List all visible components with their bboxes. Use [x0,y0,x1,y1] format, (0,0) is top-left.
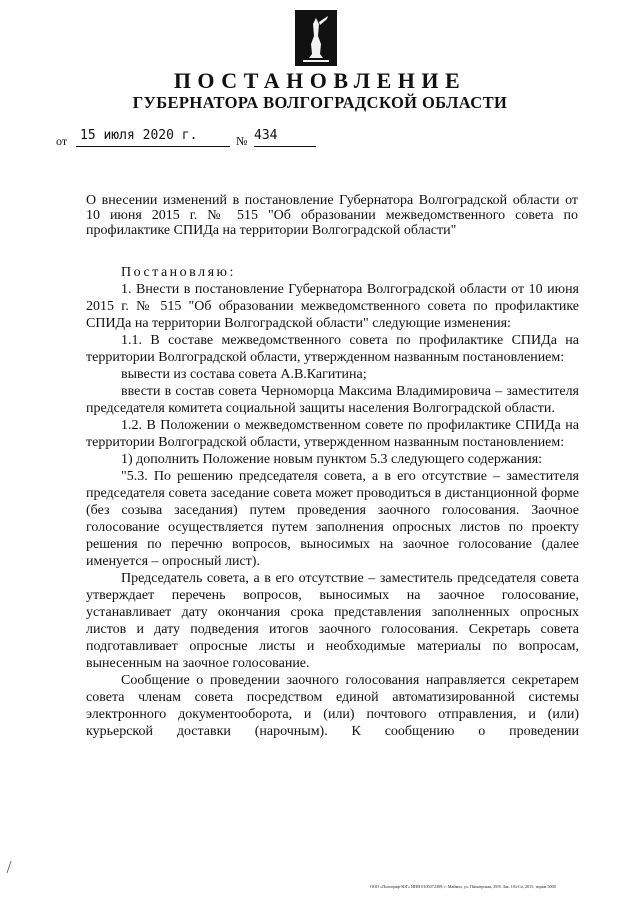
paragraph-1: 1. Внести в постановление Губернатора Волгоградской области от 10 июня 2015 г. № 515 "Об образовании межведомственного совета по профилактике СПИДа на территории Волгоградской области" следующие изменения: [86,282,579,331]
paragraph-add-member: ввести в состав совета Черноморца Максима Владимировича – заместителя председателя комитета социальной защиты населения Волгоградской области. [86,384,579,416]
document-body [86,264,579,740]
printer-footer: ООО «Полиграф-ЮГ» ИНН 0105072309; г. Майкоп, ул. Пионерская, 29/8. Зак. 10/гСп, 2015, тираж 5000 [370,884,556,889]
paragraph-add-item: 1) дополнить Положение новым пунктом 5.3 следующего содержания: [121,452,543,467]
coat-of-arms-icon [295,10,337,66]
paragraph-remove-member: вывести из состава совета А.В.Кагитина; [121,367,367,382]
paragraph-1-1: 1.1. В составе межведомственного совета по профилактике СПИДа на территории Волгоградской области, утвержденном названным постановлением: [86,333,579,365]
paragraph-1-2: 1.2. В Положении о межведомственном совете по профилактике СПИДа на территории Волгоградской области, утвержденном названным постановлением: [86,418,579,450]
document-subtitle: ГУБЕРНАТОРА ВОЛГОГРАДСКОЙ ОБЛАСТИ [132,93,508,112]
number-value: 434 [254,128,316,147]
dateline [56,128,336,150]
margin-mark-icon [6,860,12,874]
paragraph-5-3: "5.3. По решению председателя совета, а в его отсутствие – заместителя председателя совета заседание совета может проводиться в дистанционной форме (без созыва заседания) путем проведения заочного голосования. Заочное голосование осуществляется путем заполнения опросных листов по проекту решения по перечню вопросов, выносимых на заочное голосование (далее именуется – опросный лист). [86,469,579,569]
document-subject: О внесении изменений в постановление Губернатора Волгоградской области от 10 июня 2015 г. № 515 "Об образовании межведомственного совета по профилактике СПИДа на территории Волгоградской области" [86,193,578,238]
number-label: № [236,134,248,148]
decree-word: Постановляю: [121,265,236,280]
date-from-label: от [56,134,68,148]
paragraph-notification: Сообщение о проведении заочного голосования направляется секретарем совета членам совета посредством единой автоматизированной системы электронного документооборота, и (или) почтового отправления, и (или) курьерской доставки (нарочным). К сообщению о проведении [86,673,579,739]
paragraph-chairman: Председатель совета, а в его отсутствие – заместитель председателя совета утверждает перечень вопросов, выносимых на заочное голосование, устанавливает дату окончания срока представления заполненных опросных листов и дату подведения итогов заочного голосования. Секретарь совета подготавливает опросные листы и необходимые материалы по вопросам, вынесенным на заочное голосование. [86,571,579,671]
document-title: ПОСТАНОВЛЕНИЕ [173,68,467,93]
date-value: 15 июля 2020 г. [76,128,230,147]
